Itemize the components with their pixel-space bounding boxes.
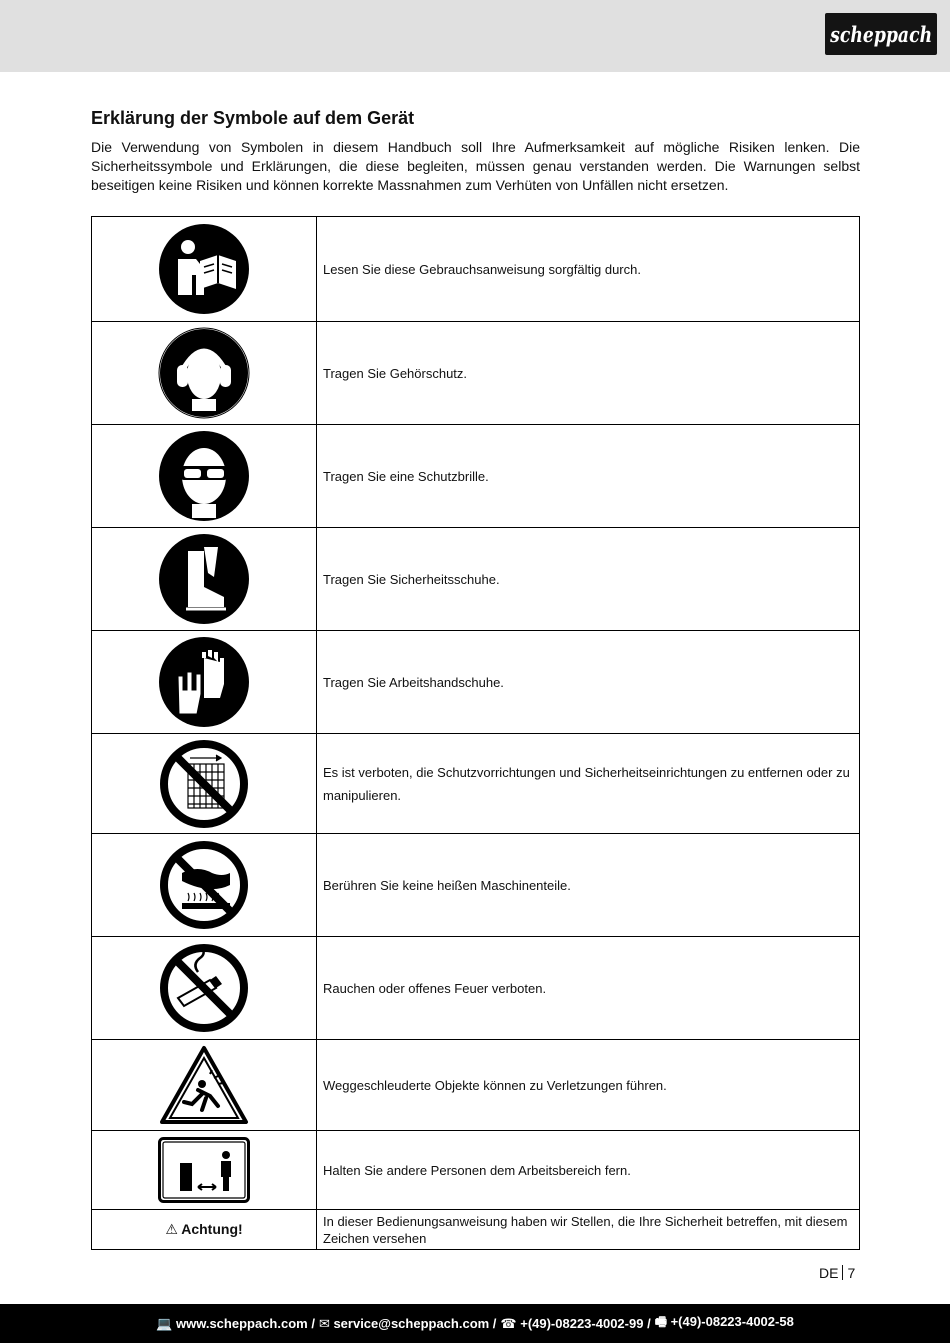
no-smoking-icon <box>158 942 250 1034</box>
safety-boots-icon <box>158 533 250 625</box>
achtung-label: ⚠ Achtung! <box>165 1221 243 1237</box>
symbol-row <box>92 425 860 528</box>
symbol-row <box>92 217 860 322</box>
no-guard-removal-icon <box>158 738 250 830</box>
symbol-description: Berühren Sie keine heißen Maschinenteile. <box>317 834 860 937</box>
page-num: 7 <box>847 1265 856 1281</box>
symbol-description: Rauchen oder offenes Feuer verboten. <box>317 937 860 1040</box>
symbol-row <box>92 322 860 425</box>
symbol-row <box>92 834 860 937</box>
keep-distance-icon <box>158 1137 250 1203</box>
read-manual-icon <box>158 223 250 315</box>
symbol-description: Tragen Sie Gehörschutz. <box>317 322 860 425</box>
symbol-description: Tragen Sie Arbeitshandschuhe. <box>317 631 860 734</box>
logo-text: scheppach <box>830 21 932 47</box>
footer-phone: ☎ +(49)-08223-4002-99 / <box>500 1315 651 1331</box>
symbol-description: Es ist verboten, die Schutzvorrichtungen und Sicherheitseinrichtungen zu entfernen oder zu manipulieren. <box>317 734 860 834</box>
safety-goggles-icon <box>158 430 250 522</box>
symbol-description: Tragen Sie eine Schutzbrille. <box>317 425 860 528</box>
page-separator <box>842 1265 843 1280</box>
symbol-row <box>92 1131 860 1210</box>
achtung-row <box>92 1210 860 1250</box>
flying-objects-warning-icon <box>158 1044 250 1126</box>
ear-protection-icon <box>158 327 250 419</box>
brand-logo <box>825 13 937 55</box>
achtung-description: In dieser Bedienungsanweisung haben wir Stellen, die Ihre Sicherheit betreffen, mit diesem Zeichen versehen <box>317 1210 860 1250</box>
no-touch-hot-icon <box>158 839 250 931</box>
symbol-row <box>92 528 860 631</box>
symbol-description: Halten Sie andere Personen dem Arbeitsbereich fern. <box>317 1131 860 1210</box>
symbol-row <box>92 937 860 1040</box>
symbol-row <box>92 734 860 834</box>
intro-paragraph: Die Verwendung von Symbolen in diesem Handbuch soll Ihre Aufmerksamkeit auf mögliche Risiken lenken. Die Sicherheitssymbole und Erklärungen, die diese begleiten, müssen genau verstanden werden. Die Warnungen selbst beseitigen keine Risiken und können korrekte Massnahmen zum Verhüten von Unfällen nicht ersetzen. <box>91 139 860 193</box>
section-title: Erklärung der Symbole auf dem Gerät <box>91 108 415 128</box>
footer-contact-bar <box>0 1304 950 1343</box>
symbol-row <box>92 631 860 734</box>
symbol-description: Tragen Sie Sicherheitsschuhe. <box>317 528 860 631</box>
footer-email: ✉ service@scheppach.com / <box>318 1315 497 1331</box>
symbols-table <box>91 216 860 1250</box>
symbol-row <box>92 1040 860 1131</box>
symbol-description: Lesen Sie diese Gebrauchsanweisung sorgfältig durch. <box>317 217 860 322</box>
header-band <box>0 0 950 72</box>
symbol-description: Weggeschleuderte Objekte können zu Verletzungen führen. <box>317 1040 860 1131</box>
page-lang: DE <box>819 1265 839 1281</box>
work-gloves-icon <box>158 636 250 728</box>
page-number <box>819 1265 855 1281</box>
footer-fax: 🖷 +(49)-08223-4002-58 <box>654 1313 794 1329</box>
footer-website: 💻 www.scheppach.com / <box>156 1315 315 1331</box>
